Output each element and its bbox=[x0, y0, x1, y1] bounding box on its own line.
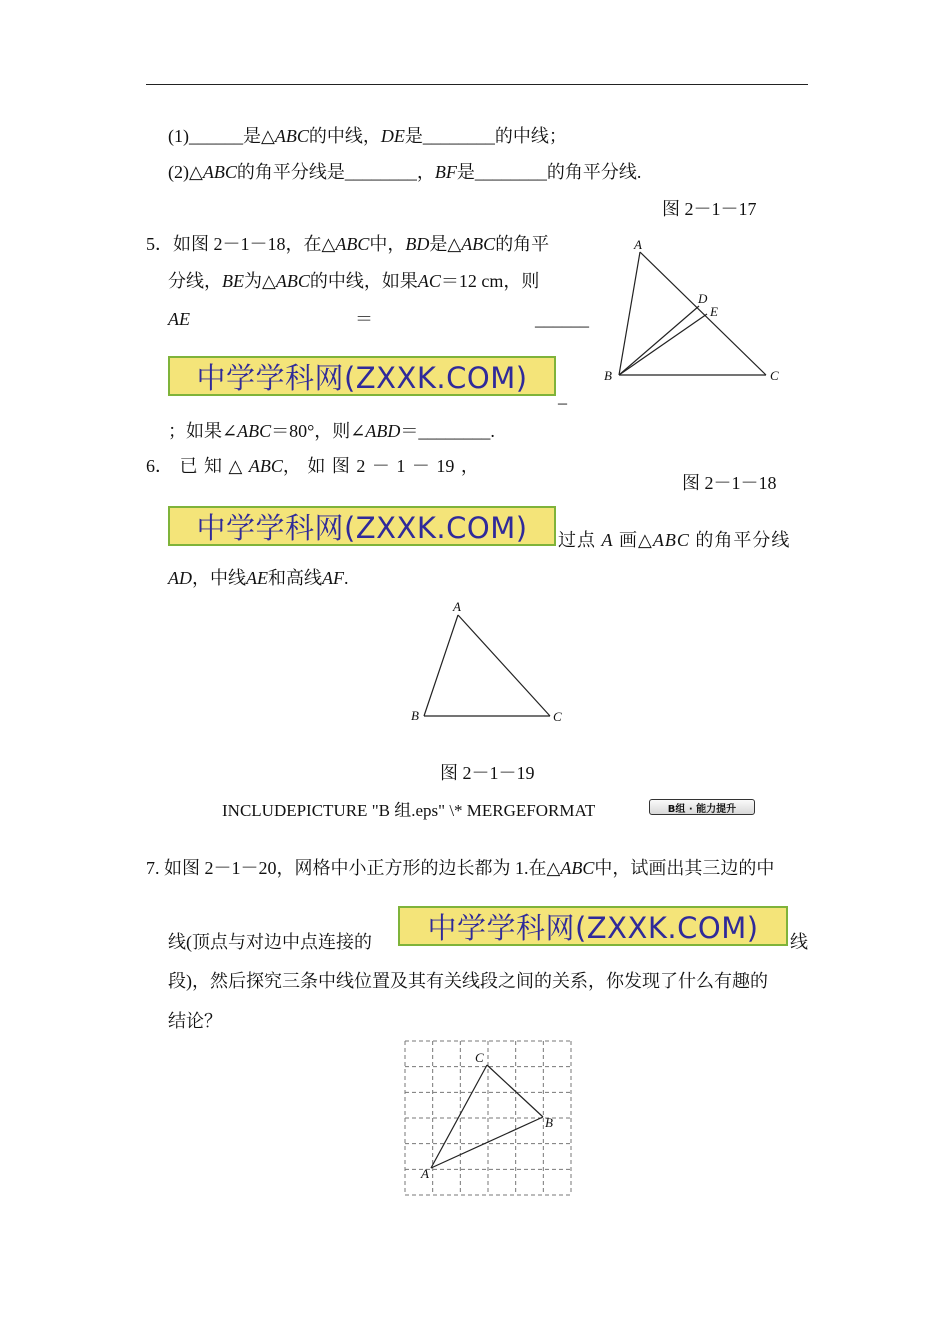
q4-line1: (1)______是△ABC的中线，DE是________的中线； bbox=[168, 126, 567, 146]
point-b: B bbox=[604, 368, 612, 383]
watermark-banner: 中学学科网(ZXXK.COM) bbox=[168, 506, 556, 546]
includepicture-field: INCLUDEPICTURE "B 组.eps" \* MERGEFORMAT bbox=[222, 801, 596, 820]
q5-blank: ______ bbox=[535, 309, 589, 329]
point-e: E bbox=[710, 304, 718, 319]
header-rule bbox=[146, 84, 808, 85]
q7-line2-start: 线(顶点与对边中点连接的 bbox=[168, 932, 372, 952]
figure-caption-2-1-17: 图 2－1－17 bbox=[662, 199, 757, 219]
q6-line3: AD，中线AE和高线AF. bbox=[168, 568, 349, 588]
q6-line2: 过点 A 画△ABC 的角平分线 bbox=[558, 530, 791, 550]
q7-line4: 结论？ bbox=[168, 1011, 222, 1031]
q7-line2-end: 线 bbox=[790, 932, 808, 952]
figure-2-1-19 bbox=[405, 600, 575, 730]
q5-line3: ；如果∠ABC＝80°，则∠ABD＝________. bbox=[168, 421, 495, 441]
point-c: C bbox=[770, 368, 779, 383]
q6-line1: 6． 已 知 △ ABC， 如 图 2 － 1 － 19 ， bbox=[146, 456, 479, 476]
point-a: A bbox=[634, 237, 642, 252]
point-b: B bbox=[545, 1115, 553, 1130]
group-b-badge: B组 · 能力提升 bbox=[649, 799, 755, 815]
point-a: A bbox=[453, 599, 461, 614]
point-c: C bbox=[475, 1050, 484, 1065]
q7-line3: 段)，然后探究三条中线位置及其有关线段之间的关系，你发现了什么有趣的 bbox=[168, 971, 768, 991]
q4-line2: (2)△ABC的角平分线是________，BF是________的角平分线. bbox=[168, 162, 642, 182]
q5-equals: ＝ bbox=[355, 309, 373, 329]
figure-2-1-18 bbox=[600, 236, 790, 386]
q7-line1: 7. 如图 2－1－20，网格中小正方形的边长都为 1.在△ABC中，试画出其三边的中 bbox=[146, 858, 775, 878]
watermark-banner: 中学学科网(ZXXK.COM) bbox=[398, 906, 788, 946]
figure-caption-2-1-18: 图 2－1－18 bbox=[682, 473, 777, 493]
point-a: A bbox=[421, 1166, 429, 1181]
point-b: B bbox=[411, 708, 419, 723]
q5-line2: 分线，BE为△ABC的中线，如果AC＝12 cm，则 bbox=[168, 271, 540, 291]
q5-line1: 5．如图 2－1－18，在△ABC中，BD是△ABC的角平 bbox=[146, 234, 550, 254]
figure-caption-2-1-19: 图 2－1－19 bbox=[440, 763, 535, 783]
q5-underscore: _ bbox=[558, 386, 567, 406]
point-c: C bbox=[553, 709, 562, 724]
watermark-banner: 中学学科网(ZXXK.COM) bbox=[168, 356, 556, 396]
figure-2-1-20-grid bbox=[404, 1040, 572, 1196]
point-d: D bbox=[698, 291, 708, 306]
q5-ae: AE bbox=[168, 309, 190, 329]
